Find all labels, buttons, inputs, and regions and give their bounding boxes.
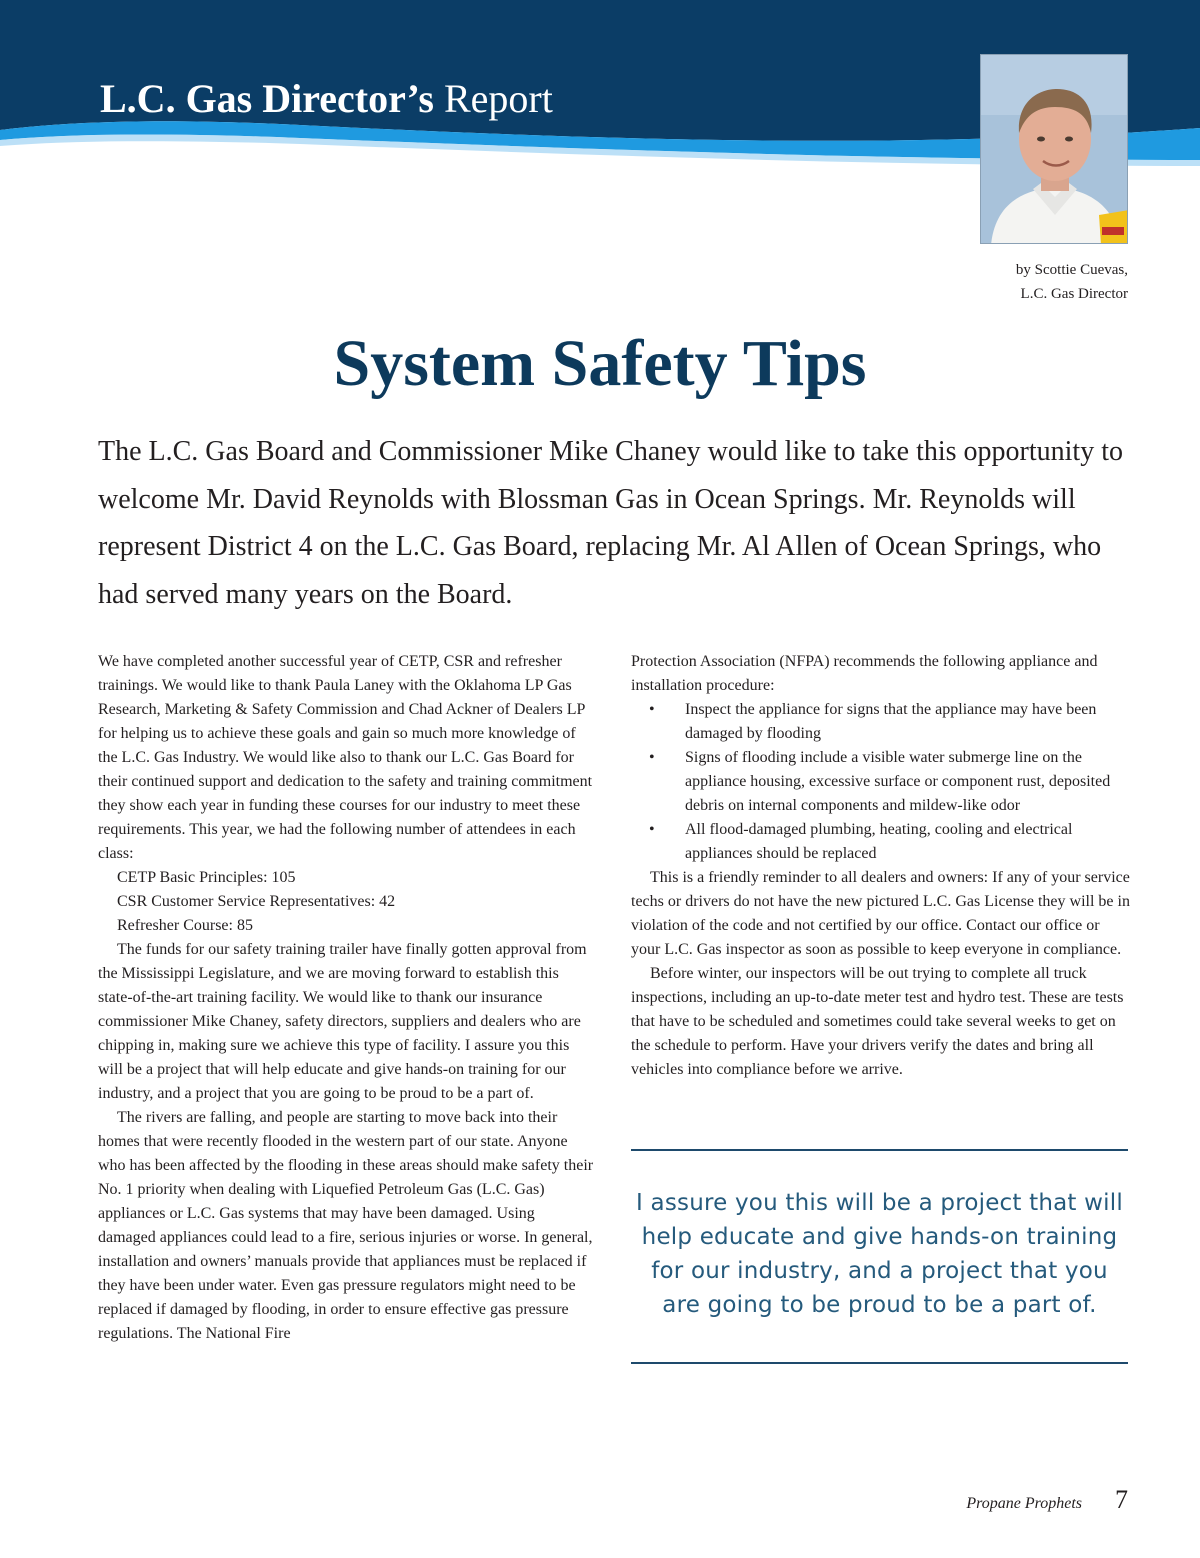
footer-publication-name: Propane Prophets <box>966 1495 1082 1512</box>
right-paragraph-1: Protection Association (NFPA) recommends the following appliance and installation procedure: <box>631 653 1098 694</box>
left-paragraph-3: The rivers are falling, and people are starting to move back into their homes that were recently flooded in the western part of our state. Anyone who has been affected by the flooding in these areas should make safety their No. 1 priority when dealing with Liquefied Petroleum Gas (L.C. Gas) appliances or L.C. Gas systems that may have been damaged. Using damaged appliances could lead to a fire, serious injuries or worse. In general, installation and owners’ manuals provide that appliances must be replaced if they have been under water. Even gas pressure regulators might need to be replaced if damaged by flooding, in order to ensure effective gas pressure regulations. The National Fire <box>98 1109 594 1342</box>
left-column <box>98 650 596 1346</box>
header-title-bold: L.C. Gas Director’s <box>100 76 434 121</box>
portrait-icon <box>981 55 1128 244</box>
right-column <box>631 650 1131 1082</box>
list-item <box>631 746 1131 818</box>
pull-quote-bottom-rule <box>631 1362 1128 1364</box>
list-item <box>631 698 1131 746</box>
article-intro: The L.C. Gas Board and Commissioner Mike Chaney would like to take this opportunity to welcome Mr. David Reynolds with Blossman Gas in Ocean Springs. Mr. Reynolds will represent District 4 on the L.C. Gas Board, replacing Mr. Al Allen of Ocean Springs, who had served many years on the Board. <box>98 436 1123 610</box>
bullet-icon: • <box>649 821 655 838</box>
pull-quote-top-rule <box>631 1149 1128 1151</box>
left-paragraph-2: The funds for our safety training trailer have finally gotten approval from the Mississippi Legislature, and we are moving forward to establish this state-of-the-art training facility. We would like to thank our insurance commissioner Mike Chaney, safety directors, suppliers and dealers who are chipping in, making sure we achieve this type of facility. I assure you this will be a project that will help educate and give hands-on training for our industry, and a project that you are going to be proud to be a part of. <box>98 941 587 1102</box>
attendee-item: CETP Basic Principles: 105 <box>117 869 296 886</box>
bullet-text: All flood-damaged plumbing, heating, cooling and electrical appliances should be replaced <box>685 821 1073 862</box>
attendee-item: Refresher Course: 85 <box>117 917 253 934</box>
byline-role: L.C. Gas Director <box>1020 286 1128 302</box>
bullet-icon: • <box>649 749 655 766</box>
bullet-icon: • <box>649 701 655 718</box>
article-title: System Safety Tips <box>333 327 867 400</box>
byline-name: by Scottie Cuevas, <box>1015 262 1128 278</box>
pull-quote: I assure you this will be a project that will help educate and give hands-on training for our industry, and a project that you are going to be proud to be a part of. <box>636 1190 1123 1318</box>
left-paragraph-1: We have completed another successful year of CETP, CSR and refresher trainings. We would like to thank Paula Laney with the Oklahoma LP Gas Research, Marketing & Safety Commission and Chad Ackner of Dealers LP for helping us to achieve these goals and gain so much more knowledge of the L.C. Gas Industry. We would like also to thank our L.C. Gas Board for their continued support and dedication to the safety and training commitment they show each year in funding these courses for our industry to meet these requirements. This year, we had the following number of attendees in each class: <box>98 653 593 862</box>
right-paragraph-3: Before winter, our inspectors will be out trying to complete all truck inspections, including an up-to-date meter test and hydro test. These are tests that have to be scheduled and sometimes could take several weeks to get on the schedule to perform. Have your drivers verify the dates and bring all vehicles into compliance before we arrive. <box>631 965 1124 1078</box>
bullet-text: Inspect the appliance for signs that the appliance may have been damaged by flooding <box>685 701 1097 742</box>
header-title-light: Report <box>443 76 553 121</box>
author-photo <box>980 54 1128 244</box>
nfpa-bullet-list <box>631 698 1131 866</box>
page-number: 7 <box>1115 1485 1128 1514</box>
right-paragraph-2: This is a friendly reminder to all dealers and owners: If any of your service techs or drivers do not have the new pictured L.C. Gas License they will be in violation of the code and not certified by our office. Contact our office or your L.C. Gas inspector as soon as possible to keep everyone in compliance. <box>631 869 1130 958</box>
attendee-list <box>98 866 596 938</box>
section-header-title <box>100 74 553 124</box>
list-item <box>631 818 1131 866</box>
attendee-item: CSR Customer Service Representatives: 42 <box>117 893 396 910</box>
bullet-text: Signs of flooding include a visible water submerge line on the appliance housing, excessive surface or component rust, deposited debris on internal components and mildew-like odor <box>685 749 1111 814</box>
author-byline <box>1016 258 1128 306</box>
